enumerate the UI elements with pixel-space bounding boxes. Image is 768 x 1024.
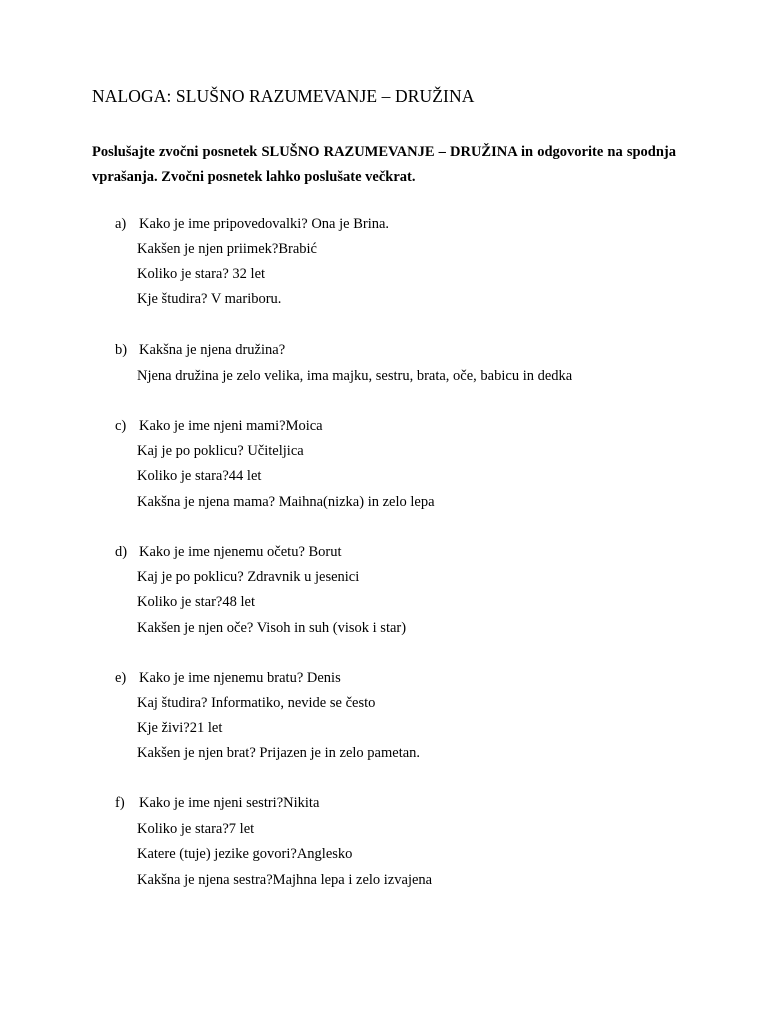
answer-text: Kakšen je njen oče? Visoh in suh (visok i star) — [137, 620, 407, 636]
answer-text: Katere (tuje) jezike govori?Anglesko — [137, 846, 353, 862]
answer-text: Kje študira? V mariboru. — [137, 291, 282, 307]
answer-text: Kaj je po poklicu? Učiteljica — [137, 443, 304, 459]
document-title: NALOGA: SLUŠNO RAZUMEVANJE – DRUŽINA — [92, 86, 475, 106]
answer-text: Kje živi?21 let — [137, 720, 223, 736]
instructions-paragraph: Poslušajte zvočni posnetek SLUŠNO RAZUMEVANJE – DRUŽINA in odgovorite na spodnja vprašanja. Zvočni posnetek lahko poslušate večkrat. — [92, 144, 676, 185]
question-text: Kakšna je njena družina? — [139, 342, 286, 358]
question-text: Kako je ime pripovedovalki? Ona je Brina. — [139, 216, 390, 232]
answer-text: Kakšen je njen brat? Prijazen je in zelo pametan. — [137, 745, 421, 761]
question-text: Kako je ime njenemu bratu? Denis — [139, 670, 341, 686]
question-marker: b) — [115, 342, 128, 358]
question-marker: d) — [115, 544, 128, 560]
question-marker: a) — [115, 216, 127, 232]
answer-text: Kakšen je njen priimek?Brabić — [137, 241, 317, 257]
question-text: Kako je ime njeni sestri?Nikita — [139, 795, 320, 811]
question-marker: e) — [115, 670, 127, 686]
question-text: Kako je ime njeni mami?Moica — [139, 418, 323, 434]
answer-text: Koliko je star?48 let — [137, 594, 255, 610]
question-text: Kako je ime njenemu očetu? Borut — [139, 544, 342, 560]
answer-text: Kaj študira? Informatiko, nevide se često — [137, 695, 376, 711]
answer-text: Kakšna je njena mama? Maihna(nizka) in zelo lepa — [137, 494, 435, 510]
answer-text: Kaj je po poklicu? Zdravnik u jesenici — [137, 569, 360, 585]
answer-text: Njena družina je zelo velika, ima majku, sestru, brata, oče, babicu in dedka — [137, 368, 573, 384]
answer-text: Kakšna je njena sestra?Majhna lepa i zelo izvajena — [137, 872, 433, 888]
question-marker: f) — [115, 795, 125, 811]
answer-text: Koliko je stara?7 let — [137, 821, 255, 837]
answer-text: Koliko je stara?44 let — [137, 468, 262, 484]
question-marker: c) — [115, 418, 127, 434]
answer-text: Koliko je stara? 32 let — [137, 266, 266, 282]
